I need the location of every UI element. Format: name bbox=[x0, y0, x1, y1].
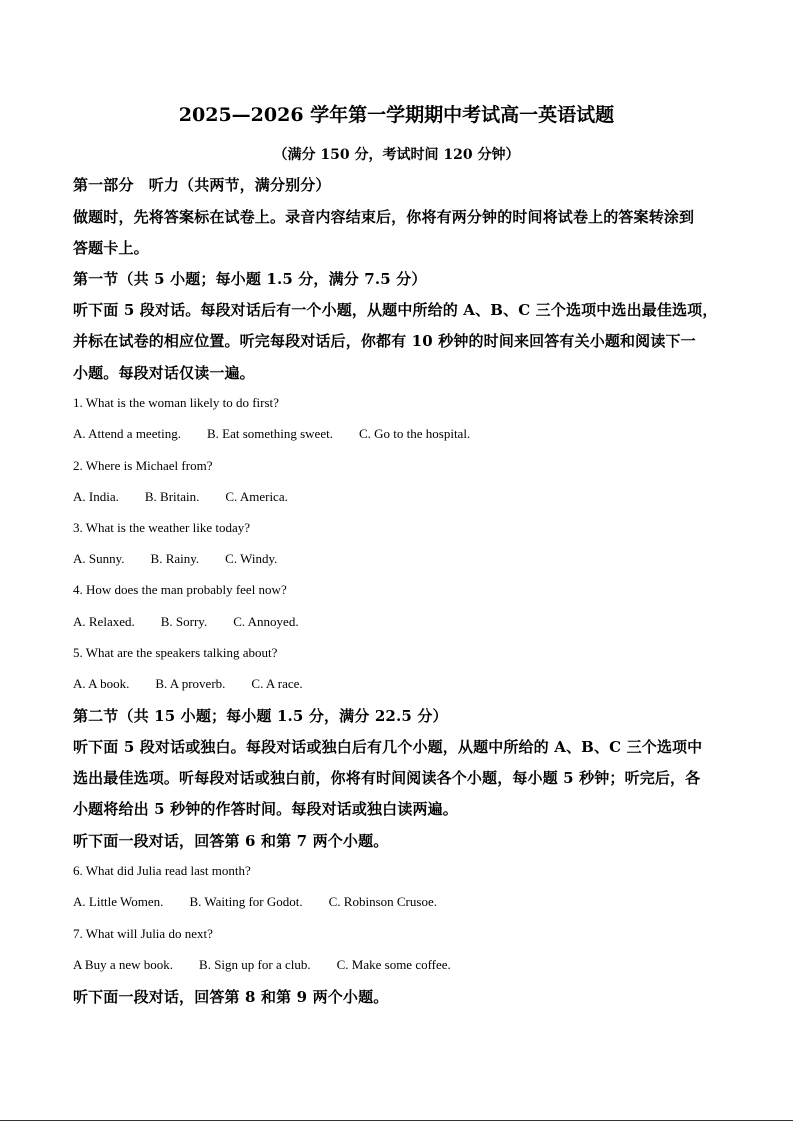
question-5-options bbox=[73, 676, 303, 692]
exam-title: 2025—2026 学年第一学期期中考试高一英语试题 bbox=[178, 104, 615, 126]
section1-directions-line-1: 听下面 5 段对话。每段对话后有一个小题，从题中所给的 A、B、C 三个选项中选出最佳选项， bbox=[73, 301, 718, 319]
option-b: B. Waiting for Godot. bbox=[189, 894, 303, 909]
option-b: B. Sign up for a club. bbox=[199, 957, 311, 972]
dialogue-1-prompt: 听下面一段对话，回答第 6 和第 7 两个小题。 bbox=[73, 832, 389, 850]
section2-directions-line-1: 听下面 5 段对话或独白。每段对话或独白后有几个小题，从题中所给的 A、B、C 三个选项中 bbox=[73, 738, 703, 756]
option-a: A. Little Women. bbox=[73, 894, 164, 909]
option-c: C. Go to the hospital. bbox=[358, 426, 471, 441]
option-c: C. A race. bbox=[251, 676, 303, 691]
option-c: C. Annoyed. bbox=[233, 614, 299, 629]
option-a: A. India. bbox=[73, 489, 119, 504]
dialogue-2-prompt: 听下面一段对话，回答第 8 和第 9 两个小题。 bbox=[73, 988, 389, 1006]
option-c: C. Robinson Crusoe. bbox=[328, 894, 437, 909]
option-c: C. Make some coffee. bbox=[336, 957, 451, 972]
section2-directions-line-2: 选出最佳选项。听每段对话或独白前，你将有时间阅读各个小题，每小题 5 秒钟；听完后，各 bbox=[73, 769, 701, 787]
option-b: B. Britain. bbox=[144, 489, 200, 504]
question-2-options bbox=[73, 489, 288, 505]
question-6-options bbox=[73, 894, 437, 910]
question-7: 7. What will Julia do next? bbox=[73, 926, 213, 941]
option-c: C. Windy. bbox=[225, 551, 278, 566]
option-a: A. Attend a meeting. bbox=[73, 426, 181, 441]
question-4-options bbox=[73, 614, 299, 630]
exam-subtitle: （满分 150 分，考试时间 120 分钟） bbox=[273, 147, 520, 163]
option-b: B. Eat something sweet. bbox=[206, 426, 333, 441]
option-b: B. A proverb. bbox=[155, 676, 226, 691]
question-6: 6. What did Julia read last month? bbox=[73, 863, 251, 878]
option-c: C. America. bbox=[225, 489, 288, 504]
option-a: A. A book. bbox=[73, 676, 130, 691]
section1-directions-line-2: 并标在试卷的相应位置。听完每段对话后，你都有 10 秒钟的时间来回答有关小题和阅读下一 bbox=[73, 332, 696, 350]
page-bottom-rule bbox=[0, 1120, 793, 1121]
option-a: A. Sunny. bbox=[73, 551, 125, 566]
question-1-options bbox=[73, 426, 470, 442]
question-4: 4. How does the man probably feel now? bbox=[73, 582, 287, 597]
question-3: 3. What is the weather like today? bbox=[73, 520, 251, 535]
instructions-line-2: 答题卡上。 bbox=[73, 239, 149, 257]
option-b: B. Sorry. bbox=[160, 614, 208, 629]
question-1: 1. What is the woman likely to do first? bbox=[73, 395, 279, 410]
option-b: B. Rainy. bbox=[150, 551, 200, 566]
question-7-options bbox=[73, 957, 451, 973]
section2-heading: 第二节（共 15 小题；每小题 1.5 分，满分 22.5 分） bbox=[73, 707, 448, 725]
part1-heading: 第一部分 听力（共两节，满分别分） bbox=[73, 176, 331, 194]
section2-directions-line-3: 小题将给出 5 秒钟的作答时间。每段对话或独白读两遍。 bbox=[73, 800, 458, 818]
question-5: 5. What are the speakers talking about? bbox=[73, 645, 278, 660]
section1-directions-line-3: 小题。每段对话仅读一遍。 bbox=[73, 364, 255, 382]
option-a: A. Relaxed. bbox=[73, 614, 135, 629]
instructions-line-1: 做题时，先将答案标在试卷上。录音内容结束后，你将有两分钟的时间将试卷上的答案转涂到 bbox=[73, 208, 695, 226]
section1-heading: 第一节（共 5 小题；每小题 1.5 分，满分 7.5 分） bbox=[73, 270, 427, 288]
question-3-options bbox=[73, 551, 277, 567]
option-a: A Buy a new book. bbox=[73, 957, 174, 972]
question-2: 2. Where is Michael from? bbox=[73, 458, 213, 473]
